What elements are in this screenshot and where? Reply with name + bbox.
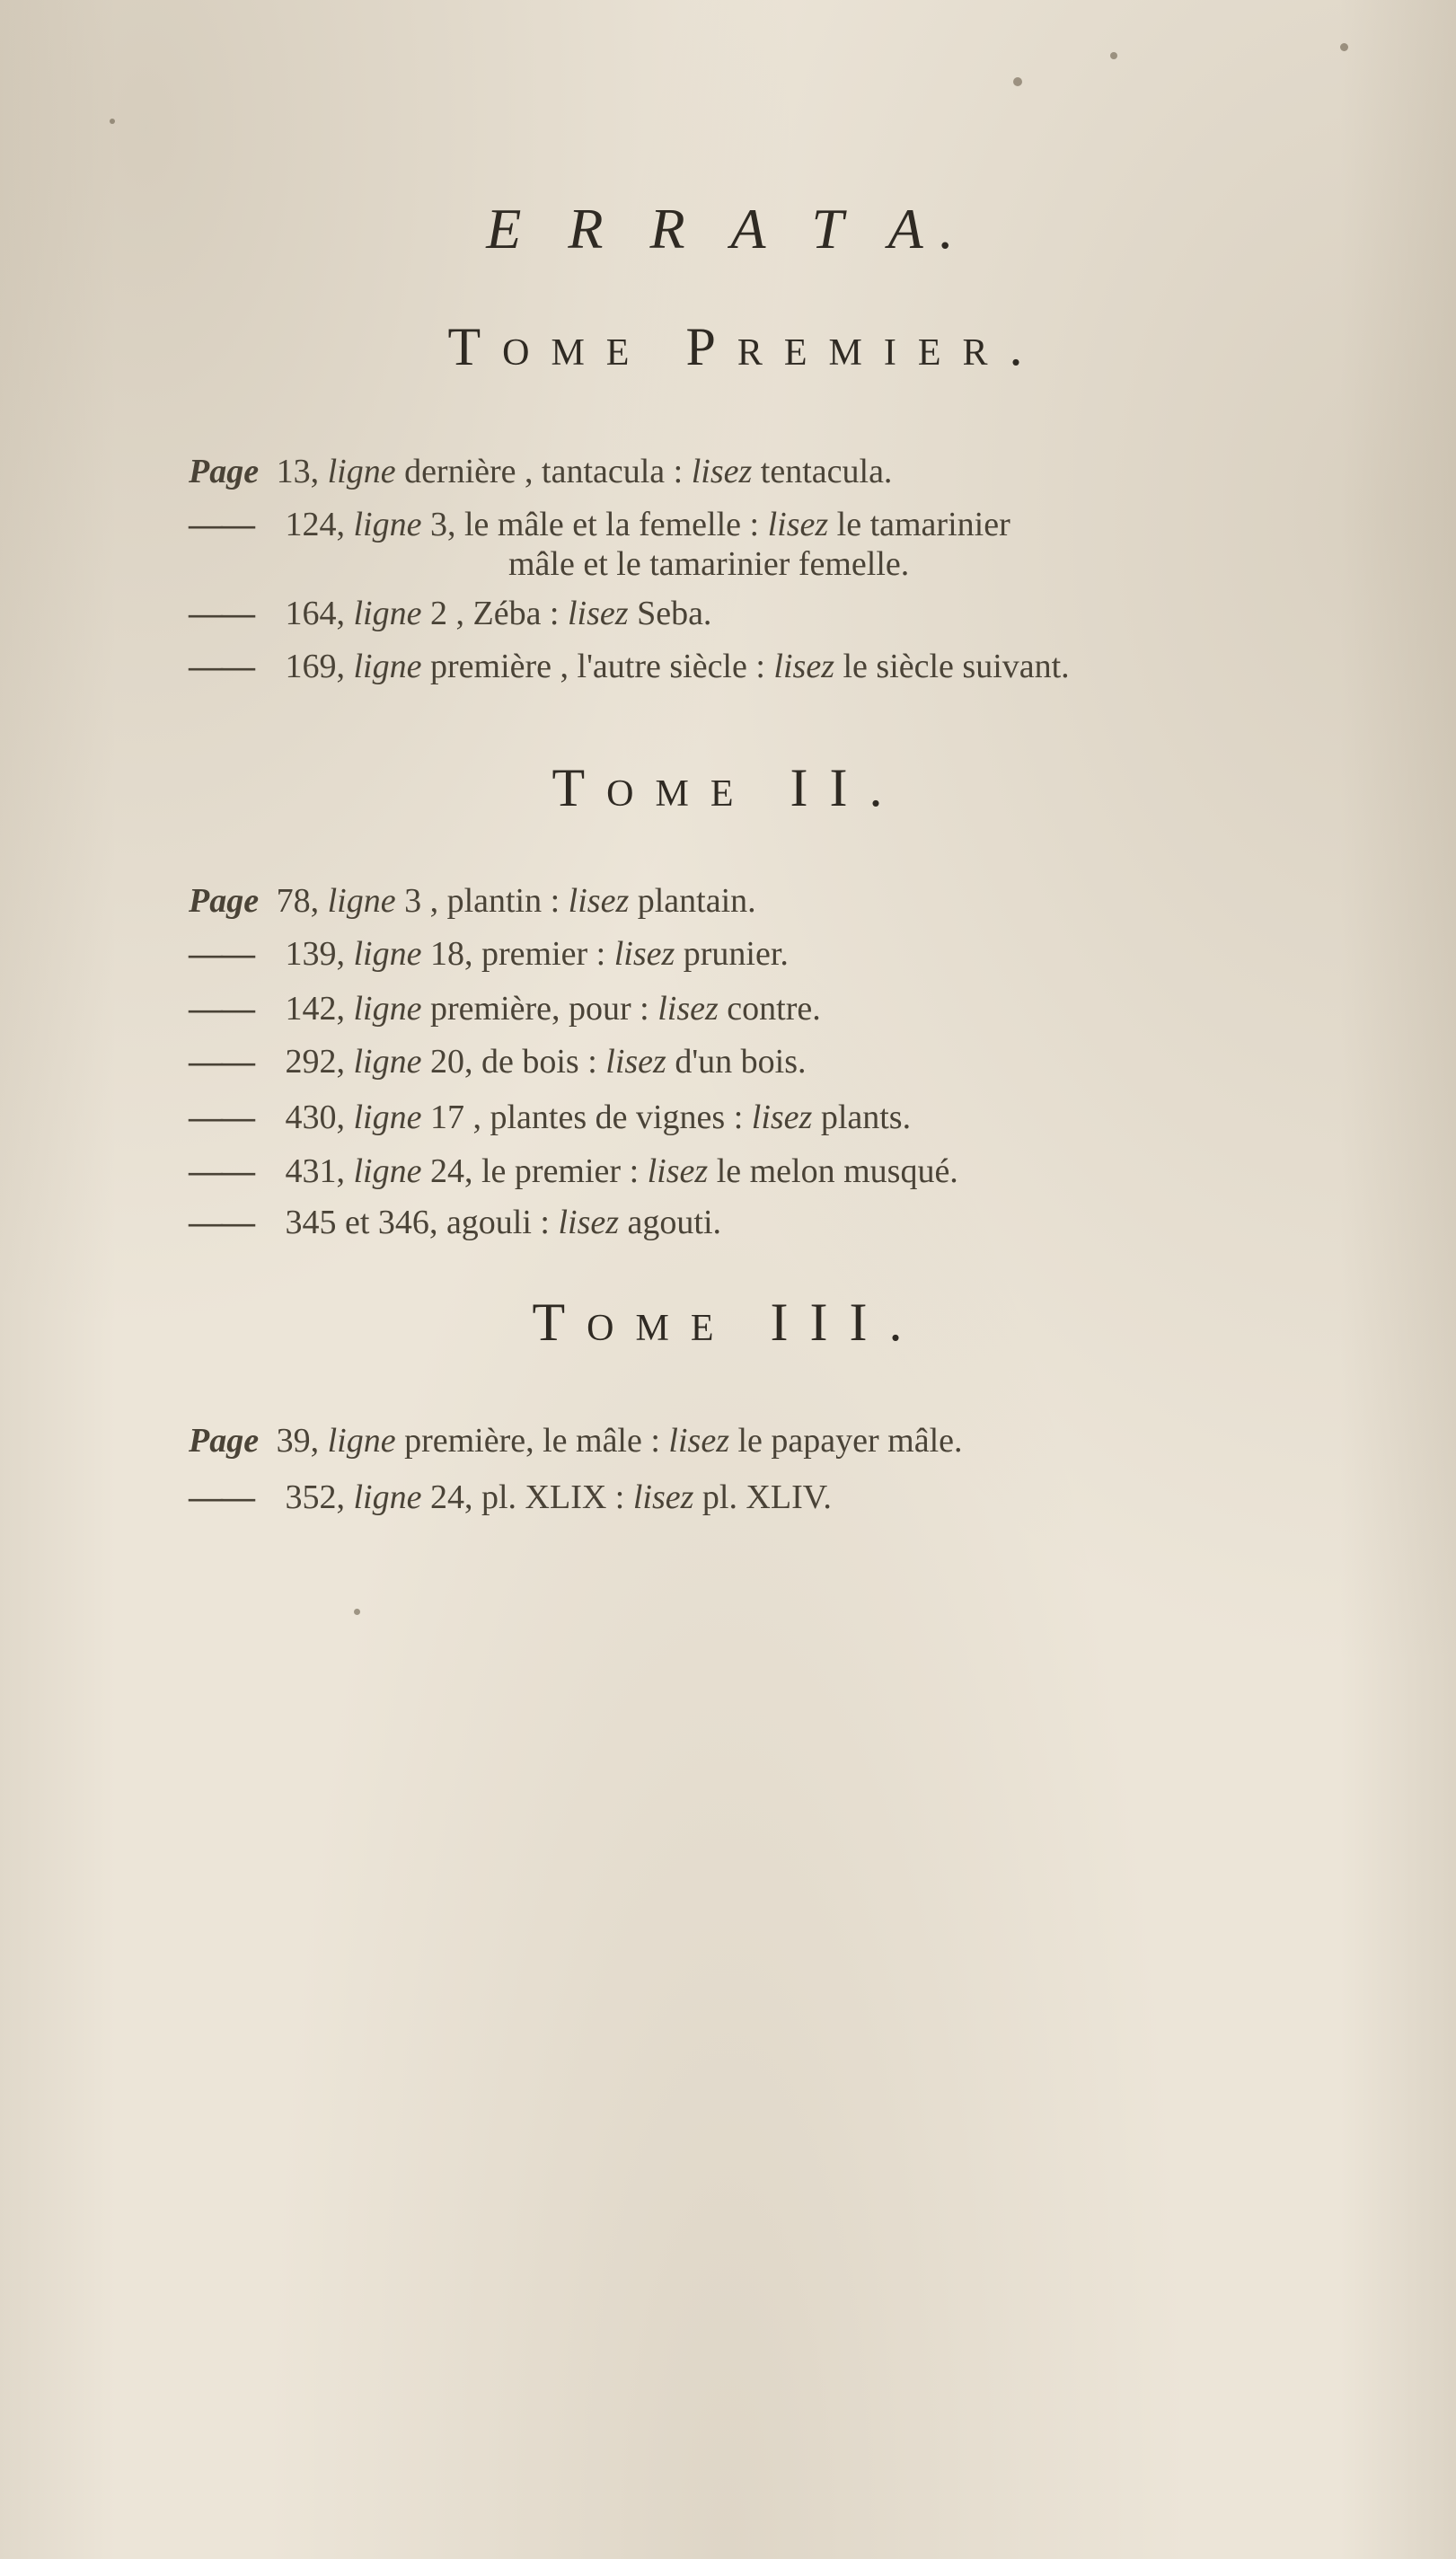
errata-entry: —— 124, ligne 3, le mâle et la femelle : lisez le tamarinier mâle et le tamarinier femelle. <box>189 506 1010 583</box>
paper-speck <box>1340 43 1348 51</box>
entry-lead: —— <box>189 506 253 543</box>
entry-correction-text: pl. XLIV. <box>702 1478 832 1516</box>
entry-error-text: 18, premier : <box>429 935 606 973</box>
entry-error-text: première, le mâle : <box>404 1422 660 1460</box>
entry-lisez-word: lisez <box>558 1204 620 1241</box>
entry-page-number: 142 <box>285 990 337 1028</box>
entry-lisez-word: lisez <box>613 935 675 973</box>
entry-ligne-word: ligne <box>327 453 396 490</box>
entry-lisez-word: lisez <box>773 648 834 685</box>
entry-correction-text: Seba. <box>637 595 712 632</box>
entry-lead: Page <box>189 453 260 490</box>
entry-lisez-word: lisez <box>568 595 629 632</box>
entry-ligne-word: ligne <box>353 506 422 543</box>
entry-lisez-word: lisez <box>632 1478 694 1516</box>
entry-correction-text: contre. <box>727 990 821 1028</box>
entry-page-number: 431 <box>285 1152 337 1190</box>
tome-2-heading: Tome II. <box>552 758 904 817</box>
entry-correction-text: tentacula. <box>760 453 893 490</box>
entry-correction-text: prunier. <box>683 935 789 973</box>
entry-lead: —— <box>189 1204 253 1241</box>
entry-page-number: 345 et 346 <box>285 1204 429 1241</box>
entry-lead: —— <box>189 1152 253 1190</box>
paper-speck <box>1110 52 1117 59</box>
entry-ligne-word: ligne <box>353 648 422 685</box>
errata-title: E R R A T A. <box>486 197 970 260</box>
entry-ligne-word: ligne <box>353 595 422 632</box>
paper-speck <box>354 1609 360 1615</box>
errata-entry: —— 352, ligne 24, pl. XLIX : lisez pl. XLIV. <box>189 1478 832 1516</box>
entry-correction-text: le papayer mâle. <box>737 1422 963 1460</box>
entry-error-text: 3 , plantin : <box>404 882 560 920</box>
entry-page-number: 292 <box>285 1043 337 1081</box>
entry-lisez-word: lisez <box>691 453 753 490</box>
entry-lead: Page <box>189 882 260 920</box>
entry-error-text: dernière , tantacula : <box>404 453 684 490</box>
entry-error-text: 24, pl. XLIX : <box>429 1478 625 1516</box>
entry-page-number: 164 <box>285 595 337 632</box>
entry-error-text: première, pour : <box>429 990 649 1028</box>
errata-entry: —— 292, ligne 20, de bois : lisez d'un bois. <box>189 1043 807 1081</box>
paper-speck <box>1013 77 1022 86</box>
entry-lisez-word: lisez <box>647 1152 709 1190</box>
entry-lisez-word: lisez <box>657 990 719 1028</box>
entry-correction-text: plantain. <box>637 882 756 920</box>
entry-lead: —— <box>189 990 253 1028</box>
entry-error-text: 3, le mâle et la femelle : <box>429 506 760 543</box>
entry-lead: Page <box>189 1422 260 1460</box>
entry-lisez-word: lisez <box>668 1422 729 1460</box>
errata-entry: —— 430, ligne 17 , plantes de vignes : lisez plants. <box>189 1099 912 1136</box>
entry-lead: —— <box>189 935 253 973</box>
entry-lisez-word: lisez <box>605 1043 666 1081</box>
entry-ligne-word: ligne <box>327 1422 396 1460</box>
errata-entry: Page 13, ligne dernière , tantacula : lisez tentacula. <box>189 453 893 490</box>
entry-correction-text: agouti. <box>627 1204 722 1241</box>
entry-lisez-word: lisez <box>568 882 630 920</box>
entry-lisez-word: lisez <box>751 1099 813 1136</box>
entry-page-number: 139 <box>285 935 337 973</box>
entry-error-text: agouli : <box>446 1204 550 1241</box>
entry-ligne-word: ligne <box>353 1152 422 1190</box>
tome-3-heading: Tome III. <box>532 1293 924 1352</box>
errata-entry: —— 142, ligne première, pour : lisez contre. <box>189 990 821 1028</box>
entry-correction-text: le melon musqué. <box>716 1152 958 1190</box>
entry-correction-text: d'un bois. <box>675 1043 807 1081</box>
entry-ligne-word: ligne <box>353 1478 422 1516</box>
errata-entry: Page 78, ligne 3 , plantin : lisez plantain. <box>189 882 756 920</box>
errata-entry: —— 164, ligne 2 , Zéba : lisez Seba. <box>189 595 712 632</box>
errata-entry: —— 345 et 346, agouli : lisez agouti. <box>189 1204 722 1241</box>
entry-error-text: 17 , plantes de vignes : <box>429 1099 744 1136</box>
entry-correction-text: plants. <box>820 1099 912 1136</box>
paper-speck <box>110 119 115 124</box>
tome-1-heading: Tome Premier. <box>447 317 1045 376</box>
entry-page-number: 78 <box>276 882 311 920</box>
errata-entry: —— 431, ligne 24, le premier : lisez le melon musqué. <box>189 1152 958 1190</box>
entry-ligne-word: ligne <box>353 1043 422 1081</box>
errata-entry: —— 169, ligne première , l'autre siècle : lisez le siècle suivant. <box>189 648 1070 685</box>
entry-ligne-word: ligne <box>353 1099 422 1136</box>
entry-correction-text: le tamarinier <box>836 506 1010 543</box>
entry-lead: —— <box>189 1043 253 1081</box>
entry-page-number: 13 <box>276 453 311 490</box>
entry-error-text: 20, de bois : <box>429 1043 597 1081</box>
entry-lead: —— <box>189 1478 253 1516</box>
errata-entry: Page 39, ligne première, le mâle : lisez le papayer mâle. <box>189 1422 963 1460</box>
entry-correction-text: le siècle suivant. <box>843 648 1070 685</box>
entry-lead: —— <box>189 648 253 685</box>
entry-page-number: 124 <box>285 506 337 543</box>
entry-ligne-word: ligne <box>353 990 422 1028</box>
entry-page-number: 169 <box>285 648 337 685</box>
entry-page-number: 352 <box>285 1478 337 1516</box>
entry-continuation-text: mâle et le tamarinier femelle. <box>508 545 910 583</box>
entry-page-number: 39 <box>276 1422 311 1460</box>
errata-entry: —— 139, ligne 18, premier : lisez prunier. <box>189 935 789 973</box>
entry-error-text: 2 , Zéba : <box>429 595 560 632</box>
entry-page-number: 430 <box>285 1099 337 1136</box>
entry-lead: —— <box>189 595 253 632</box>
entry-error-text: 24, le premier : <box>429 1152 640 1190</box>
entry-ligne-word: ligne <box>327 882 396 920</box>
entry-lisez-word: lisez <box>767 506 829 543</box>
entry-lead: —— <box>189 1099 253 1136</box>
entry-ligne-word: ligne <box>353 935 422 973</box>
entry-error-text: première , l'autre siècle : <box>429 648 765 685</box>
